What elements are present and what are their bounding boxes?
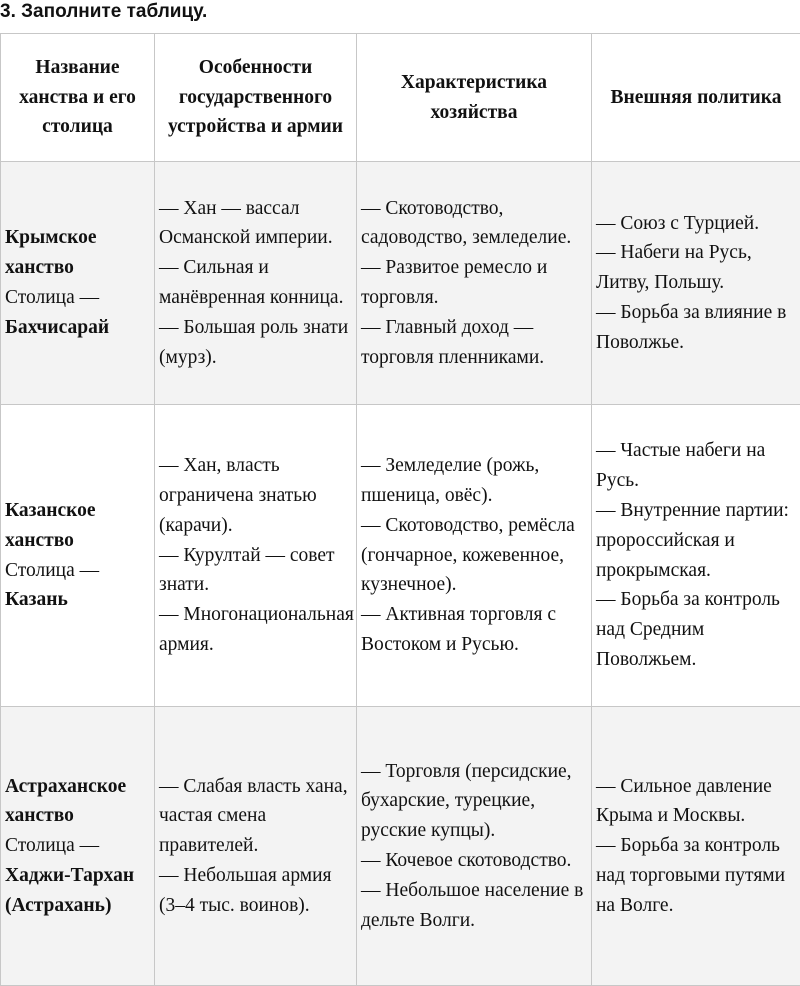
list-item: — Частые набеги на Русь. [596,436,798,496]
list-item: — Скотоводство, ремёсла (гончарное, кожевенное, кузнечное). [361,511,589,600]
khanate-cell [1,162,155,405]
list-item: — Торговля (персидские, бухарские, турецкие, русские купцы). [361,757,589,846]
khanate-name: Казанское ханство [5,496,152,556]
khanate-name: Крымское ханство [5,223,152,283]
list-item: — Набеги на Русь, Литву, Польшу. [596,238,798,298]
header-government: Особенности государственного устройства и армии [155,34,357,162]
list-item: — Небольшое население в дельте Волги. [361,876,589,936]
header-economy: Характеристика хозяйства [357,34,592,162]
capital-prefix: Столица — [5,283,152,313]
economy-cell [357,405,592,707]
list-item: — Большая роль знати (мурз). [159,313,354,373]
economy-cell [357,707,592,986]
list-item: — Сильное давление Крыма и Москвы. [596,772,798,832]
header-row [1,34,800,162]
list-item: — Внутренние партии: пророссийская и прокрымская. [596,496,798,585]
government-cell [155,405,357,707]
government-cell [155,707,357,986]
capital-prefix: Столица — [5,556,152,586]
list-item: — Сильная и манёвренная конница. [159,253,354,313]
khanate-name: Астраханское ханство [5,772,152,832]
list-item: — Союз с Турцией. [596,209,798,239]
table-row [1,707,800,986]
table-row [1,162,800,405]
list-item: — Слабая власть хана, частая смена правителей. [159,772,354,861]
header-foreign-policy: Внешняя политика [592,34,800,162]
list-item: — Борьба за влияние в Поволжье. [596,298,798,358]
capital-name: Хаджи-Тархан (Астрахань) [5,861,152,921]
foreign-policy-cell [592,162,800,405]
list-item: — Курултай — совет знати. [159,541,354,601]
khanates-table [0,33,800,986]
foreign-policy-cell [592,707,800,986]
list-item: — Скотоводство, садоводство, земледелие. [361,194,589,254]
list-item: — Хан — вассал Османской империи. [159,194,354,254]
list-item: — Хан, власть ограничена знатью (карачи). [159,451,354,540]
header-khanate: Название ханства и его столица [1,34,155,162]
list-item: — Активная торговля с Востоком и Русью. [361,600,589,660]
economy-cell [357,162,592,405]
capital-name: Казань [5,585,152,615]
list-item: — Небольшая армия (3–4 тыс. воинов). [159,861,354,921]
list-item: — Борьба за контроль над торговыми путями на Волге. [596,831,798,920]
task-title: 3. Заполните таблицу. [0,0,207,24]
government-cell [155,162,357,405]
list-item: — Развитое ремесло и торговля. [361,253,589,313]
list-item: — Главный доход — торговля пленниками. [361,313,589,373]
list-item: — Кочевое скотоводство. [361,846,589,876]
khanate-cell [1,707,155,986]
list-item: — Многонациональная армия. [159,600,354,660]
capital-name: Бахчисарай [5,313,152,343]
list-item: — Земледелие (рожь, пшеница, овёс). [361,451,589,511]
khanate-cell [1,405,155,707]
foreign-policy-cell [592,405,800,707]
capital-prefix: Столица — [5,831,152,861]
list-item: — Борьба за контроль над Средним Поволжьем. [596,585,798,674]
table-row [1,405,800,707]
